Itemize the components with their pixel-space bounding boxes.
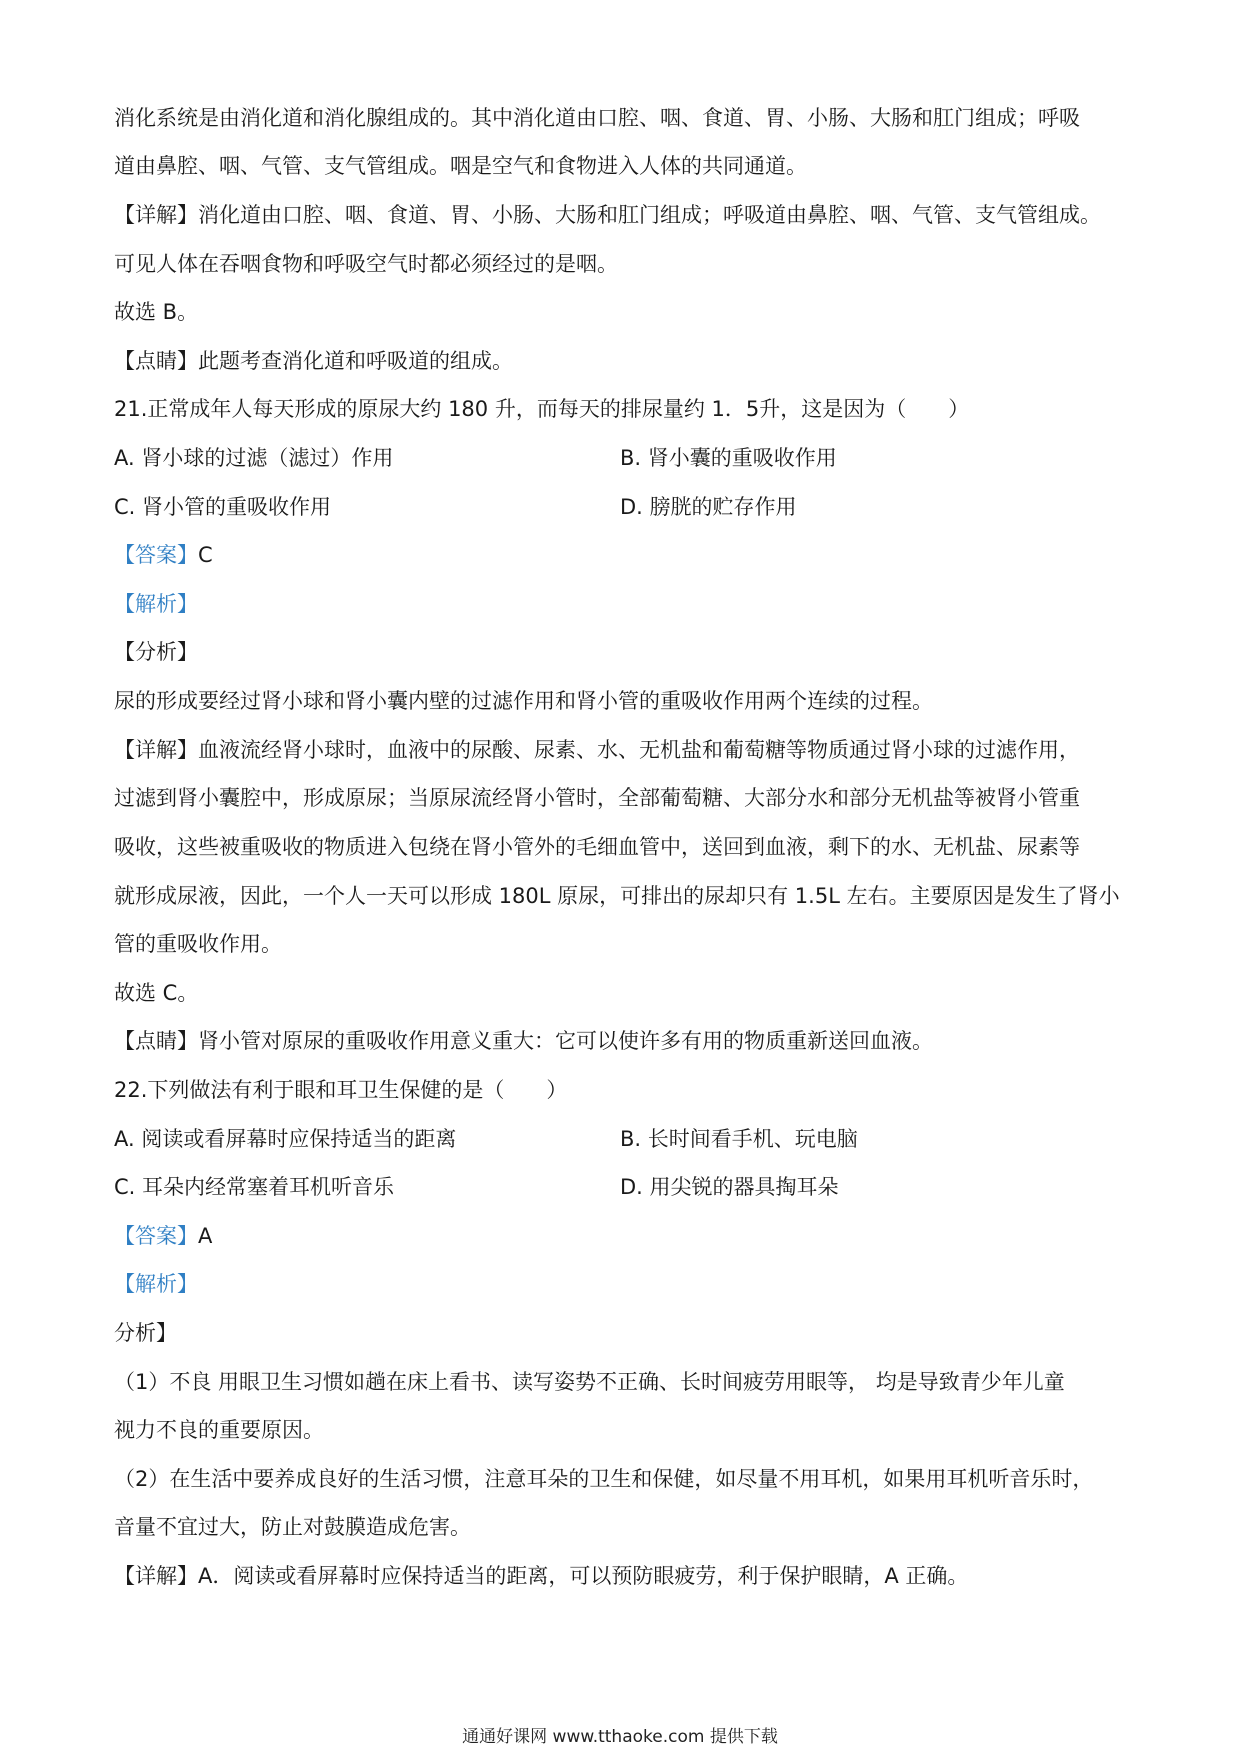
intro-text-line1: 消化系统是由消化道和消化腺组成的。其中消化道由口腔、咽、食道、胃、小肠、大肠和肛门组成；呼吸: [114, 106, 1080, 130]
q22-point1-line1: （1）不良 用眼卫生习惯如趟在床上看书、读写姿势不正确、长时间疲劳用眼等， 均是导致青少年儿童: [114, 1370, 1065, 1394]
q21-answer-value: C: [198, 543, 213, 567]
q21-choose: 故选 C。: [114, 981, 199, 1005]
q21-detail-line2: 过滤到肾小囊腔中，形成原尿；当原尿流经肾小管时，全部葡萄糖、大部分水和部分无机盐等被肾小管重: [114, 786, 1080, 810]
q22-option-c: C. 耳朵内经常塞着耳机听音乐: [114, 1175, 395, 1199]
intro-text-line2: 道由鼻腔、咽、气管、支气管组成。咽是空气和食物进入人体的共同通道。: [114, 154, 807, 178]
q21-option-d: D. 膀胱的贮存作用: [620, 495, 797, 519]
q21-comment: 【点睛】肾小管对原尿的重吸收作用意义重大：它可以使许多有用的物质重新送回血液。: [114, 1029, 933, 1053]
intro-comment: 【点睛】此题考查消化道和呼吸道的组成。: [114, 349, 513, 373]
page-footer: 通通好课网 www.tthaoke.com 提供下载: [462, 1727, 778, 1747]
q21-analysis-label: 【解析】: [114, 592, 198, 616]
q21-detail-line1: 【详解】血液流经肾小球时，血液中的尿酸、尿素、水、无机盐和葡萄糖等物质通过肾小球的过滤作用，: [114, 738, 1080, 762]
q22-answer-value: A: [198, 1224, 213, 1248]
intro-detail-line1: 【详解】消化道由口腔、咽、食道、胃、小肠、大肠和肛门组成；呼吸道由鼻腔、咽、气管、支气管组成。: [114, 203, 1101, 227]
q22-answer-label: 【答案】: [114, 1224, 198, 1248]
q21-option-c: C. 肾小管的重吸收作用: [114, 495, 332, 519]
q21-answer-label: 【答案】: [114, 543, 198, 567]
q21-detail-line3: 吸收，这些被重吸收的物质进入包绕在肾小管外的毛细血管中，送回到血液，剩下的水、无机盐、尿素等: [114, 835, 1080, 859]
q21-detail-line4: 就形成尿液，因此，一个人一天可以形成 180L 原尿，可排出的尿却只有 1.5L 左右。主要原因是发生了肾小: [114, 884, 1120, 908]
q22-option-a: A. 阅读或看屏幕时应保持适当的距离: [114, 1127, 457, 1151]
q22-option-b: B. 长时间看手机、玩电脑: [620, 1127, 858, 1151]
q22-fenxi-label: 分析】: [114, 1321, 177, 1345]
q21-answer: [114, 540, 213, 570]
q22-detail-line1: 【详解】A．阅读或看屏幕时应保持适当的距离，可以预防眼疲劳，利于保护眼睛，A 正确。: [114, 1564, 969, 1588]
q22-analysis-label: 【解析】: [114, 1272, 198, 1296]
q21-option-b: B. 肾小囊的重吸收作用: [620, 446, 837, 470]
q21-question: 21.正常成年人每天形成的原尿大约 180 升，而每天的排尿量约 1．5升，这是因为（ ）: [114, 397, 970, 421]
q22-answer: [114, 1221, 212, 1251]
q22-point1-line2: 视力不良的重要原因。: [114, 1418, 324, 1442]
q21-option-a: A. 肾小球的过滤（滤过）作用: [114, 446, 394, 470]
q21-detail-line5: 管的重吸收作用。: [114, 932, 282, 956]
q22-option-d: D. 用尖锐的器具掏耳朵: [620, 1175, 839, 1199]
q22-question: 22.下列做法有利于眼和耳卫生保健的是（ ）: [114, 1078, 568, 1102]
intro-choose: 故选 B。: [114, 300, 199, 324]
q21-fenxi-label: 【分析】: [114, 640, 198, 664]
q22-point2-line2: 音量不宜过大，防止对鼓膜造成危害。: [114, 1515, 471, 1539]
q21-fenxi-text: 尿的形成要经过肾小球和肾小囊内壁的过滤作用和肾小管的重吸收作用两个连续的过程。: [114, 689, 933, 713]
intro-detail-line2: 可见人体在吞咽食物和呼吸空气时都必须经过的是咽。: [114, 252, 618, 276]
q22-point2-line1: （2）在生活中要养成良好的生活习惯，注意耳朵的卫生和保健，如尽量不用耳机，如果用耳机听音乐时，: [114, 1467, 1094, 1491]
